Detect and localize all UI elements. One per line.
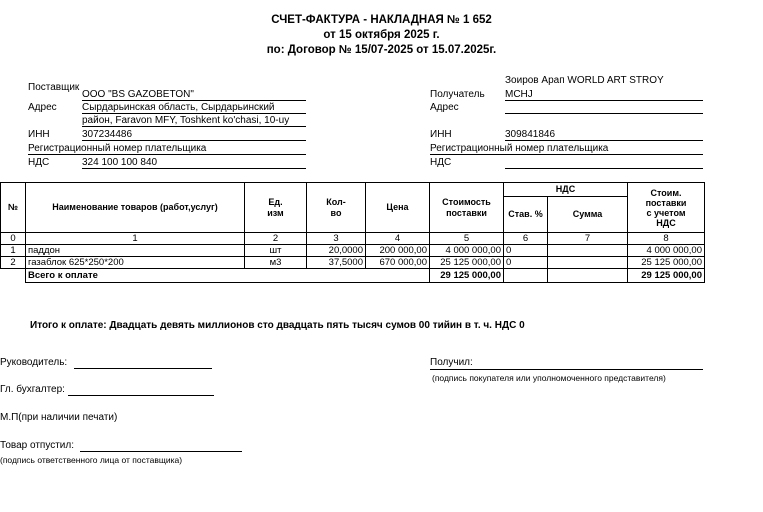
row-price: 670 000,00: [366, 257, 430, 269]
index-cell: 7: [548, 233, 628, 245]
invoice-title: СЧЕТ-ФАКТУРА - НАКЛАДНАЯ № 1 652: [271, 14, 492, 26]
table-index-row: [1, 233, 705, 245]
receiver-label: Получатель: [430, 89, 485, 100]
receiver-reg-label: Регистрационный номер плательщика: [430, 143, 703, 155]
head-signature-label: Руководитель:: [0, 357, 68, 368]
released-signature-line: [80, 440, 242, 452]
receiver-name-line1: Зоиров Арап WORLD ART STROY: [505, 75, 664, 86]
released-note: (подпись ответственного лица от поставщика): [0, 455, 183, 465]
row-cost: 4 000 000,00: [430, 245, 504, 257]
receiver-address: [505, 102, 703, 114]
row-vat-sum: [548, 257, 628, 269]
total-label: Всего к оплате: [26, 269, 430, 283]
supplier-reg-label: Регистрационный номер плательщика: [28, 143, 306, 155]
header-price: Цена: [366, 183, 430, 233]
index-cell: 8: [628, 233, 705, 245]
amount-in-words: Итого к оплате: Двадцать девять миллионов сто двадцать пять тысяч сумов 00 тийин в т. ч. НДС 0: [30, 320, 525, 331]
header-unit: Ед. изм: [245, 183, 307, 233]
row-total: 25 125 000,00: [628, 257, 705, 269]
receiver-inn: 309841846: [505, 129, 703, 141]
table-total-row: [1, 269, 705, 283]
index-cell: 5: [430, 233, 504, 245]
row-unit: м3: [245, 257, 307, 269]
receiver-name-line2: MCHJ: [505, 89, 703, 101]
row-name: паддон: [26, 245, 245, 257]
header-no: №: [1, 183, 26, 233]
header-vat-group: НДС: [504, 183, 628, 197]
receiver-address-label: Адрес: [430, 102, 459, 113]
supplier-name: ООО "BS GAZOBETON": [82, 89, 306, 101]
supplier-inn-label: ИНН: [28, 129, 50, 140]
row-total: 4 000 000,00: [628, 245, 705, 257]
receiver-vat: [505, 157, 703, 169]
header-cost: Стоимость поставки: [430, 183, 504, 233]
total-cost: 29 125 000,00: [430, 269, 504, 283]
supplier-inn: 307234486: [82, 129, 306, 141]
header-name: Наименование товаров (работ,услуг): [26, 183, 245, 233]
row-unit: шт: [245, 245, 307, 257]
index-cell: 2: [245, 233, 307, 245]
accountant-signature-line: [68, 384, 214, 396]
receiver-inn-label: ИНН: [430, 129, 452, 140]
goods-table: [0, 182, 705, 283]
index-cell: 3: [307, 233, 366, 245]
supplier-address-line1: Сырдарьинская область, Сырдарьинский: [82, 102, 306, 114]
row-vat-rate: 0: [504, 257, 548, 269]
table-row: [1, 245, 705, 257]
supplier-address-line2: район, Faravon MFY, Toshkent ko'chasi, 10-uy: [82, 115, 306, 127]
receiver-vat-label: НДС: [430, 157, 452, 168]
total-with-vat: 29 125 000,00: [628, 269, 705, 283]
supplier-label: Поставщик: [28, 82, 80, 93]
supplier-address-label: Адрес: [28, 102, 57, 113]
head-signature-line: [74, 357, 212, 369]
supplier-vat: 324 100 100 840: [82, 157, 306, 169]
table-row: [1, 257, 705, 269]
index-cell: 1: [26, 233, 245, 245]
released-signature-label: Товар отпустил:: [0, 440, 74, 451]
received-signature-line: [430, 358, 703, 370]
header-total: Стоим. поставки с учетом НДС: [628, 183, 705, 233]
accountant-signature-label: Гл. бухгалтер:: [0, 384, 65, 395]
index-cell: 6: [504, 233, 548, 245]
row-vat-sum: [548, 245, 628, 257]
row-qty: 37,5000: [307, 257, 366, 269]
row-price: 200 000,00: [366, 245, 430, 257]
row-cost: 25 125 000,00: [430, 257, 504, 269]
header-qty: Кол- во: [307, 183, 366, 233]
header-vat-sum: Сумма: [548, 197, 628, 233]
invoice-date: от 15 октября 2025 г.: [323, 29, 440, 41]
row-name: газаблок 625*250*200: [26, 257, 245, 269]
row-no: 2: [1, 257, 26, 269]
stamp-label: М.П(при наличии печати): [0, 412, 118, 423]
received-signature-label: Получил:: [430, 357, 473, 368]
row-qty: 20,0000: [307, 245, 366, 257]
row-no: 1: [1, 245, 26, 257]
row-vat-rate: 0: [504, 245, 548, 257]
supplier-vat-label: НДС: [28, 157, 50, 168]
received-note: (подпись покупателя или уполномоченного представителя): [432, 373, 666, 383]
header-vat-rate: Став. %: [504, 197, 548, 233]
index-cell: 0: [1, 233, 26, 245]
index-cell: 4: [366, 233, 430, 245]
invoice-contract: по: Договор № 15/07-2025 от 15.07.2025г.: [266, 44, 497, 56]
